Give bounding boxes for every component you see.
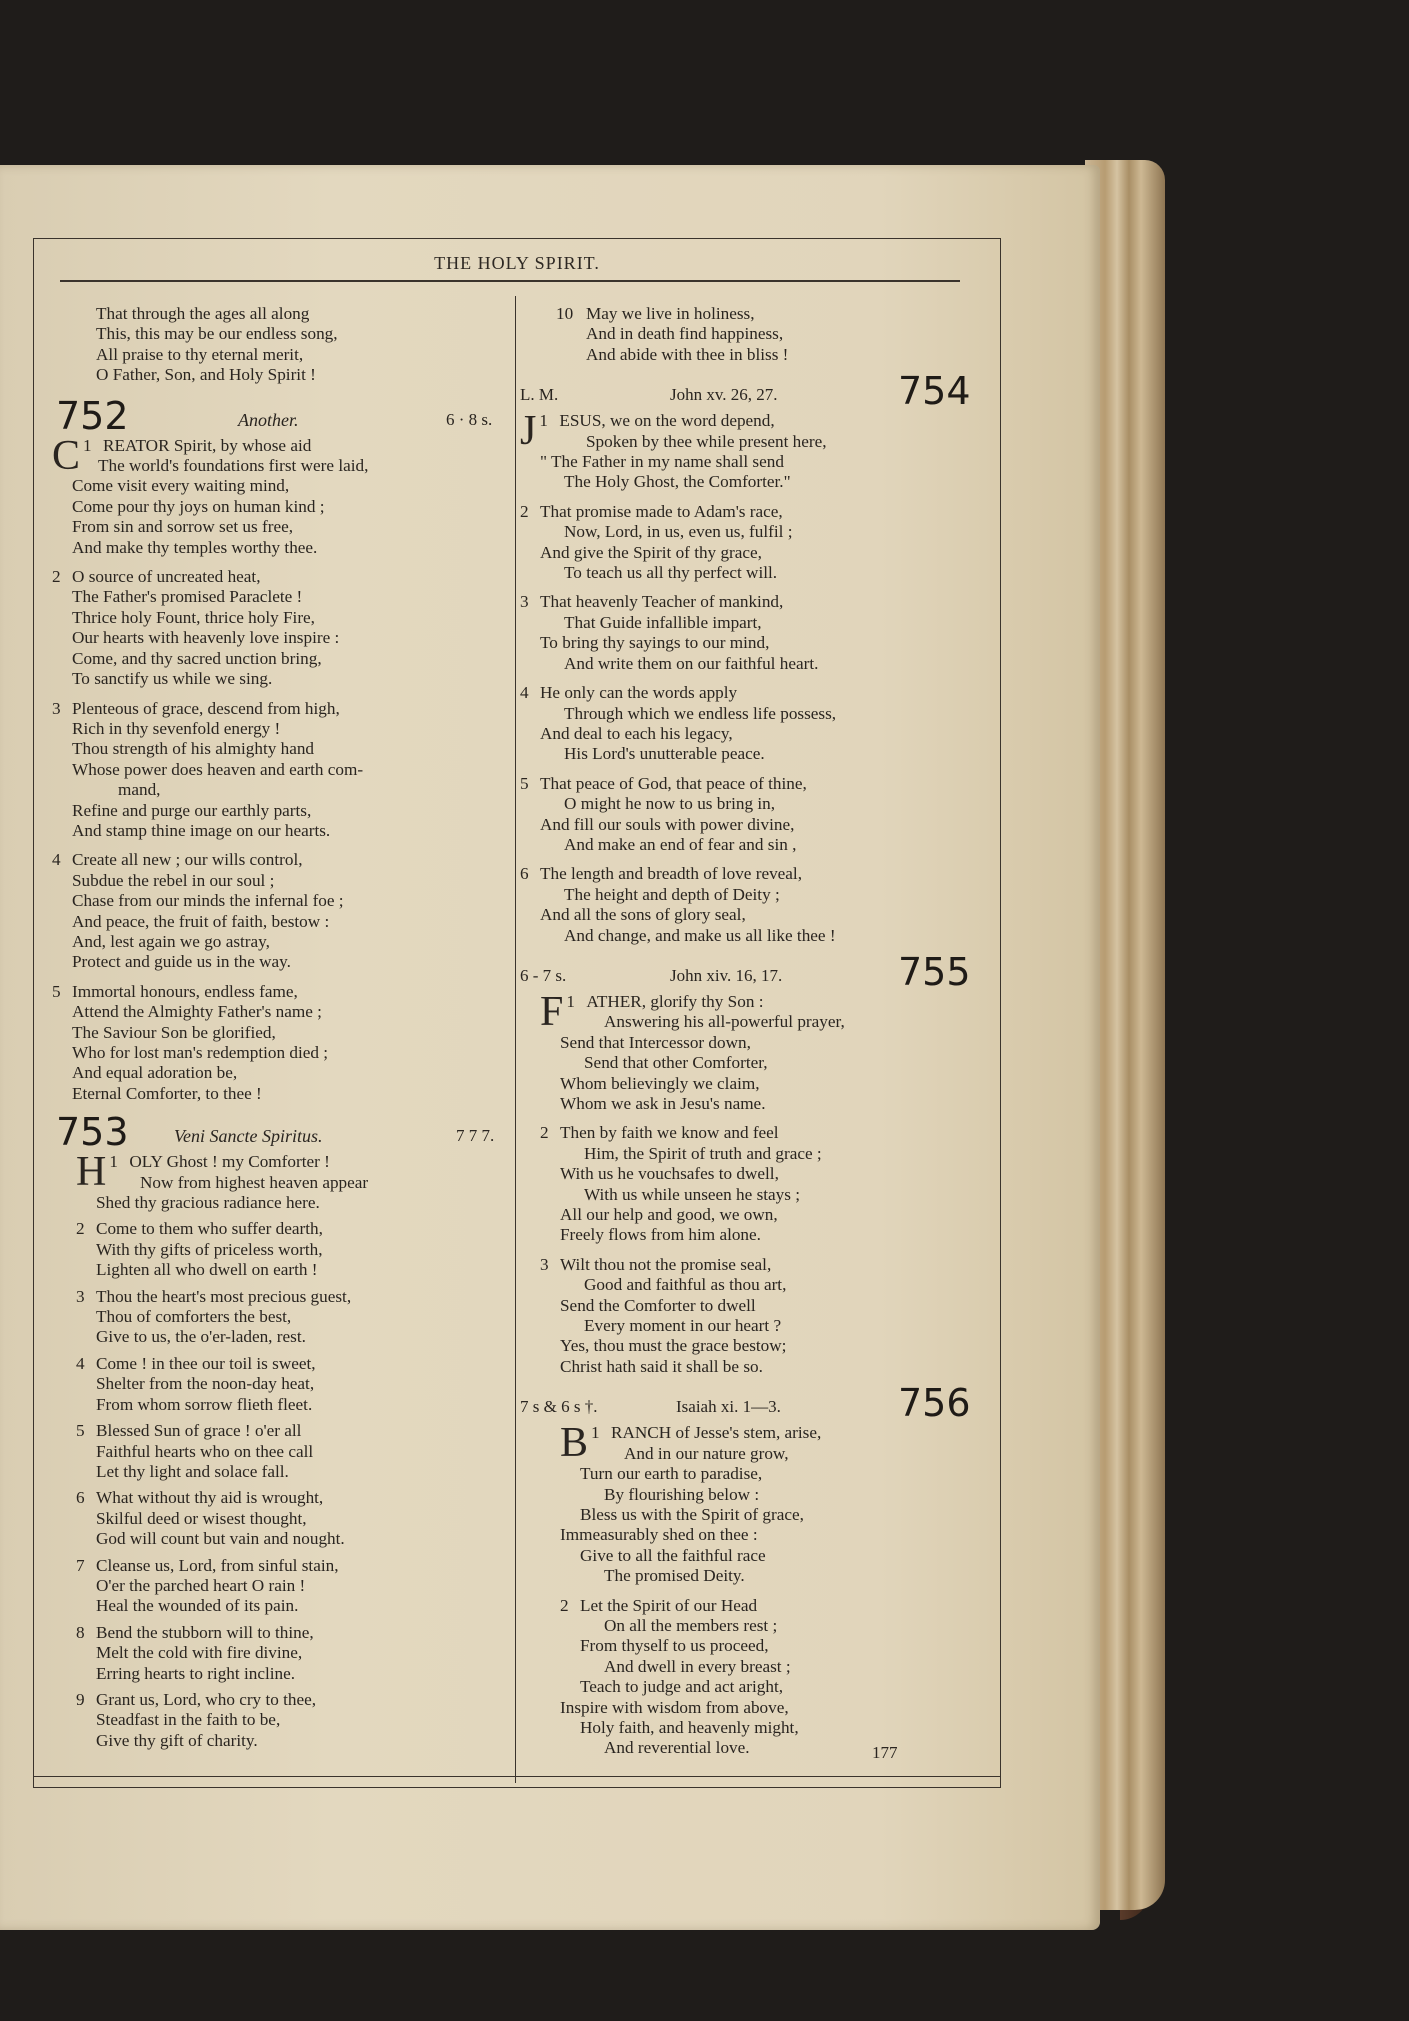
line: On all the members rest ; — [604, 1615, 778, 1635]
verse-number: 2 — [540, 1123, 549, 1143]
verse — [520, 304, 995, 365]
verse — [52, 850, 507, 972]
line: What without thy aid is wrought, — [96, 1488, 324, 1508]
verse — [52, 1287, 507, 1348]
line: All our help and good, we own, — [560, 1205, 778, 1225]
verse-number: 4 — [76, 1353, 85, 1373]
header-rule — [60, 280, 960, 282]
verse-number: 10 — [556, 304, 574, 323]
line: Come, and thy sacred unction bring, — [72, 648, 322, 668]
line: That through the ages all along — [96, 304, 310, 323]
line: And all the sons of glory seal, — [540, 905, 746, 925]
verse-number: 5 — [520, 773, 529, 793]
line: May we live in holiness, — [586, 304, 755, 323]
verse — [52, 1556, 507, 1617]
line: Come pour thy joys on human kind ; — [72, 496, 325, 516]
line: This, this may be our endless song, — [96, 324, 338, 344]
scripture-reference: John xv. 26, 27. — [670, 385, 778, 405]
line: He only can the words apply — [540, 683, 738, 703]
meter: L. M. — [520, 385, 559, 405]
verse — [520, 988, 995, 1114]
line: Spoken by thee while present here, — [586, 431, 827, 451]
line: And abide with thee in bliss ! — [586, 344, 789, 364]
hymn-number: 756 — [898, 1381, 971, 1426]
line: Send that Intercessor down, — [560, 1032, 751, 1052]
line: Shed thy gracious radiance here. — [96, 1193, 320, 1213]
line: By flourishing below : — [604, 1484, 760, 1504]
line: And in death find happiness, — [586, 324, 784, 344]
hymn-754-header — [520, 369, 995, 414]
line: Send that other Comforter, — [584, 1053, 768, 1073]
verse — [520, 1123, 995, 1245]
line: Who for lost man's redemption died ; — [72, 1043, 329, 1062]
line: The world's foundations first were laid, — [98, 456, 369, 476]
line: And, lest again we go astray, — [72, 931, 270, 951]
drop-cap: J — [520, 408, 537, 455]
verse — [520, 864, 995, 946]
line: With us while unseen he stays ; — [584, 1184, 801, 1204]
verse — [520, 1596, 995, 1759]
line: And stamp thine image on our hearts. — [72, 820, 331, 840]
line: The Father's promised Paraclete ! — [72, 587, 303, 607]
hymn-753-header — [52, 1110, 507, 1155]
line: The height and depth of Deity ; — [564, 884, 780, 904]
verse-number: 2 — [76, 1219, 85, 1239]
line: Now from highest heaven appear — [140, 1172, 369, 1192]
hymn-number: 753 — [56, 1110, 129, 1155]
meter: 6 · 8 s. — [446, 409, 493, 429]
hymn-752-header — [52, 393, 507, 438]
drop-cap: B — [560, 1420, 589, 1467]
line: That peace of God, that peace of thine, — [540, 773, 807, 793]
line: Shelter from the noon-day heat, — [96, 1374, 315, 1394]
line: And equal adoration be, — [72, 1063, 238, 1083]
line: Skilful deed or wisest thought, — [96, 1508, 307, 1528]
line: Wilt thou not the promise seal, — [560, 1254, 772, 1274]
verse-number: 1 — [566, 991, 575, 1011]
line: Thou of comforters the best, — [96, 1307, 292, 1327]
line: All praise to thy eternal merit, — [96, 344, 304, 364]
line: REATOR Spirit, by whose aid — [103, 435, 312, 455]
line: And dwell in every breast ; — [604, 1656, 791, 1676]
verse-number: 4 — [52, 850, 61, 870]
line: Faithful hearts who on thee call — [96, 1441, 314, 1461]
line: O source of uncreated heat, — [72, 567, 261, 587]
line: Freely flows from him alone. — [560, 1225, 761, 1245]
verse — [52, 1488, 507, 1549]
line: Give thy gift of charity. — [96, 1730, 258, 1750]
tune-name: Veni Sancte Spiritus. — [174, 1126, 323, 1147]
line: And reverential love. — [604, 1738, 750, 1758]
line: Give to all the faithful race — [580, 1545, 766, 1565]
line: ESUS, we on the word depend, — [559, 411, 775, 431]
intro-stanza — [52, 304, 507, 386]
line: Attend the Almighty Father's name ; — [72, 1002, 322, 1022]
verse — [52, 982, 507, 1104]
verse — [520, 1420, 995, 1586]
verse-number: 2 — [52, 567, 61, 587]
line: Lighten all who dwell on earth ! — [96, 1260, 318, 1280]
line: Eternal Comforter, to thee ! — [72, 1083, 262, 1103]
line: mand, — [118, 780, 161, 800]
line: Thou the heart's most precious guest, — [96, 1286, 352, 1306]
verse — [52, 1623, 507, 1684]
bottom-rule — [33, 1776, 1001, 1777]
line: Subdue the rebel in our soul ; — [72, 870, 275, 890]
verse — [52, 1149, 507, 1213]
line: Him, the Spirit of truth and grace ; — [584, 1143, 822, 1163]
line: Send the Comforter to dwell — [560, 1295, 756, 1315]
line: From whom sorrow flieth fleet. — [96, 1394, 313, 1414]
line: O'er the parched heart O rain ! — [96, 1575, 306, 1595]
line: Steadfast in the faith to be, — [96, 1710, 281, 1730]
line: Refine and purge our earthly parts, — [72, 800, 312, 820]
line: Grant us, Lord, who cry to thee, — [96, 1689, 317, 1709]
line: Let thy light and solace fall. — [96, 1461, 289, 1481]
verse — [520, 683, 995, 765]
line: RANCH of Jesse's stem, arise, — [611, 1423, 822, 1443]
verse-number: 1 — [83, 435, 92, 455]
line: Come to them who suffer dearth, — [96, 1219, 323, 1239]
line: The promised Deity. — [604, 1566, 745, 1586]
line: And fill our souls with power divine, — [540, 814, 795, 834]
line: And in our nature grow, — [624, 1443, 789, 1463]
hymn-number: 755 — [898, 949, 971, 994]
verse — [52, 1354, 507, 1415]
line: ATHER, glorify thy Son : — [586, 991, 764, 1011]
line: To sanctify us while we sing. — [72, 669, 273, 689]
verse — [520, 592, 995, 674]
line: Melt the cold with fire divine, — [96, 1643, 303, 1663]
line: Then by faith we know and feel — [560, 1123, 779, 1143]
verse-number: 2 — [560, 1595, 569, 1615]
verse-number: 2 — [520, 501, 529, 521]
line: Good and faithful as thou art, — [584, 1275, 787, 1295]
hymn-number: 752 — [56, 393, 129, 438]
verse — [52, 1219, 507, 1280]
meter: 7 7 7. — [456, 1126, 495, 1146]
line: That Guide infallible impart, — [564, 612, 762, 632]
line: Turn our earth to paradise, — [580, 1464, 763, 1484]
verse-number: 3 — [520, 592, 529, 612]
line: Thrice holy Fount, thrice holy Fire, — [72, 607, 315, 627]
verse — [520, 408, 995, 493]
verse-number: 6 — [520, 864, 529, 884]
verse — [52, 567, 507, 689]
line: Plenteous of grace, descend from high, — [72, 698, 340, 718]
scripture-reference: John xiv. 16, 17. — [670, 965, 783, 985]
verse-number: 1 — [539, 411, 548, 431]
verse — [52, 432, 507, 558]
line: Answering his all-powerful prayer, — [604, 1012, 845, 1032]
line: And give the Spirit of thy grace, — [540, 542, 762, 562]
verse-number: 7 — [76, 1555, 85, 1575]
line: And make thy temples worthy thee. — [72, 537, 318, 557]
verse-number: 5 — [52, 981, 61, 1001]
line: Rich in thy sevenfold energy ! — [72, 718, 281, 738]
verse-number: 1 — [591, 1423, 600, 1443]
line: O might he now to us bring in, — [564, 794, 776, 814]
verse-number: 3 — [76, 1286, 85, 1306]
verse — [520, 774, 995, 856]
line: With thy gifts of priceless worth, — [96, 1239, 323, 1259]
line: Immortal honours, endless fame, — [72, 981, 298, 1001]
line: Come ! in thee our toil is sweet, — [96, 1353, 316, 1373]
drop-cap: F — [540, 988, 564, 1035]
line: Whom believingly we claim, — [560, 1073, 760, 1093]
line: Heal the wounded of its pain. — [96, 1596, 299, 1616]
verse-number: 4 — [520, 683, 529, 703]
line: Cleanse us, Lord, from sinful stain, — [96, 1555, 339, 1575]
right-column — [520, 304, 995, 1759]
line: Holy faith, and heavenly might, — [580, 1717, 799, 1737]
left-column — [52, 304, 507, 1751]
line: From thyself to us proceed, — [580, 1636, 769, 1656]
line: Come visit every waiting mind, — [72, 476, 290, 496]
line: The Saviour Son be glorified, — [72, 1022, 276, 1042]
line: And change, and make us all like thee ! — [564, 925, 836, 945]
verse — [520, 1255, 995, 1377]
hymn-755-header — [520, 949, 995, 994]
line: To teach us all thy perfect will. — [564, 563, 778, 583]
line: Bend the stubborn will to thine, — [96, 1622, 314, 1642]
page-number: 177 — [872, 1743, 898, 1762]
line: God will count but vain and nought. — [96, 1529, 345, 1549]
line: Through which we endless life possess, — [564, 703, 837, 723]
scripture-reference: Isaiah xi. 1—3. — [676, 1397, 781, 1417]
column-divider — [515, 296, 516, 1783]
verse — [52, 1421, 507, 1482]
tune-name: Another. — [238, 409, 299, 430]
line: O Father, Son, and Holy Spirit ! — [96, 365, 316, 385]
line: Inspire with wisdom from above, — [560, 1697, 789, 1717]
line: From sin and sorrow set us free, — [72, 517, 294, 537]
line: That heavenly Teacher of mankind, — [540, 592, 784, 612]
verse-number: 8 — [76, 1622, 85, 1642]
line: Give to us, the o'er-laden, rest. — [96, 1327, 306, 1347]
line: Blessed Sun of grace ! o'er all — [96, 1421, 302, 1441]
hymn-number: 754 — [898, 369, 971, 414]
meter: 6 - 7 s. — [520, 965, 567, 985]
verse-number: 3 — [52, 698, 61, 718]
line: And peace, the fruit of faith, bestow : — [72, 911, 330, 931]
line: And write them on our faithful heart. — [564, 653, 819, 673]
meter: 7 s & 6 s †. — [520, 1397, 598, 1417]
line: Yes, thou must the grace bestow; — [560, 1336, 787, 1356]
verse-number: 5 — [76, 1421, 85, 1441]
verse — [520, 502, 995, 584]
line: To bring thy sayings to our mind, — [540, 633, 770, 653]
line: Whose power does heaven and earth com- — [72, 759, 364, 779]
line: Create all new ; our wills control, — [72, 850, 303, 870]
line: Thou strength of his almighty hand — [72, 739, 315, 759]
verse-number: 1 — [109, 1152, 118, 1172]
line: Every moment in our heart ? — [584, 1316, 782, 1336]
drop-cap: H — [76, 1149, 107, 1196]
line: The length and breadth of love reveal, — [540, 864, 803, 884]
line: Teach to judge and act aright, — [580, 1677, 784, 1697]
line: And deal to each his legacy, — [540, 723, 733, 743]
line: OLY Ghost ! my Comforter ! — [129, 1152, 330, 1172]
line: Now, Lord, in us, even us, fulfil ; — [564, 522, 793, 542]
line: Chase from our minds the infernal foe ; — [72, 891, 344, 911]
drop-cap: C — [52, 432, 81, 479]
verse-number: 6 — [76, 1488, 85, 1508]
line: Bless us with the Spirit of grace, — [580, 1504, 804, 1524]
line: Christ hath said it shall be so. — [560, 1356, 763, 1376]
verse — [52, 699, 507, 842]
line: Immeasurably shed on thee : — [560, 1525, 758, 1545]
line: Erring hearts to right incline. — [96, 1663, 296, 1683]
running-head: THE HOLY SPIRIT. — [434, 253, 600, 273]
verse-number: 3 — [540, 1254, 549, 1274]
line: His Lord's unutterable peace. — [564, 744, 765, 764]
verse — [52, 1690, 507, 1751]
line: " The Father in my name shall send — [540, 452, 784, 472]
hymn-756-header — [520, 1381, 995, 1426]
line: Our hearts with heavenly love inspire : — [72, 628, 340, 648]
line: That promise made to Adam's race, — [540, 501, 783, 521]
line: Protect and guide us in the way. — [72, 952, 291, 972]
line: With us he vouchsafes to dwell, — [560, 1164, 779, 1184]
line: Let the Spirit of our Head — [580, 1595, 758, 1615]
line: Whom we ask in Jesu's name. — [560, 1094, 766, 1113]
line: And make an end of fear and sin , — [564, 834, 797, 854]
verse-number: 9 — [76, 1689, 85, 1709]
line: The Holy Ghost, the Comforter." — [564, 472, 791, 492]
